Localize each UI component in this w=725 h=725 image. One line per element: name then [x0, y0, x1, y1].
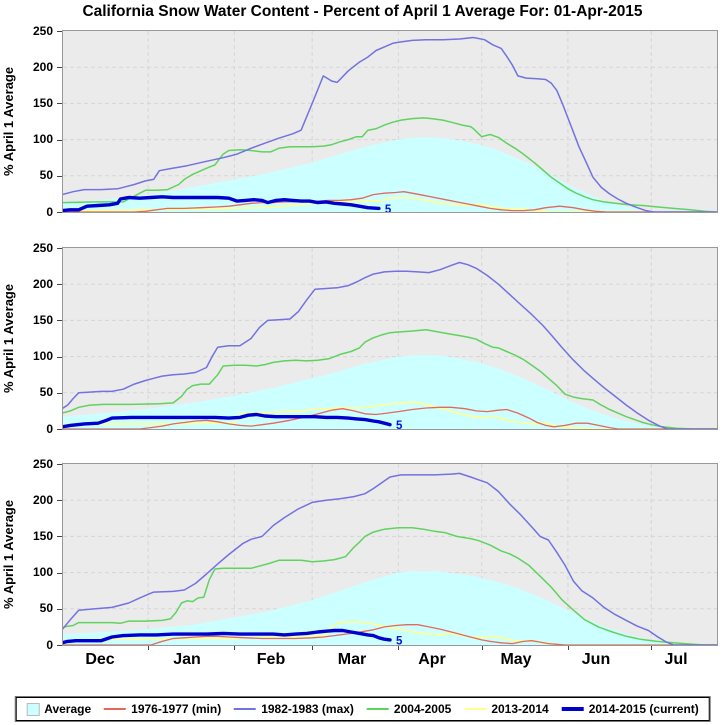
y-tick-mark — [57, 573, 62, 574]
x-label-jan: Jan — [173, 651, 201, 668]
y-tick-label: 100 — [32, 565, 53, 580]
legend-item-2014-2015-current — [562, 702, 699, 716]
south-plot — [62, 463, 718, 646]
y-tick-mark — [57, 248, 62, 249]
y-tick-label: 0 — [46, 421, 53, 436]
panel-north — [0, 23, 725, 219]
x-tick-mark — [148, 646, 149, 650]
y-tick-label: 0 — [46, 204, 53, 219]
min-line-swatch — [104, 708, 126, 710]
x-tick-mark — [568, 646, 569, 650]
y-axis-title: % April 1 Average — [1, 283, 16, 394]
y-tick-mark — [57, 140, 62, 141]
y-tick-label: 200 — [32, 59, 53, 74]
y-tick-mark — [57, 357, 62, 358]
y-tick-mark — [57, 609, 62, 610]
legend-label-average: Average — [44, 702, 92, 716]
y-tick-label: 150 — [32, 95, 53, 110]
y-tick-mark — [57, 284, 62, 285]
y-tick-label: 50 — [39, 601, 53, 616]
panel-central — [0, 240, 725, 436]
central-plot — [62, 247, 718, 430]
x-tick-mark — [312, 646, 313, 650]
current-value-label: 5 — [384, 203, 392, 213]
y-tick-label: 0 — [46, 637, 53, 652]
y-axis-title: % April 1 Average — [1, 499, 16, 610]
y-tick-label: 100 — [32, 132, 53, 147]
legend-item-1976-1977-min — [104, 702, 221, 716]
x-label-jul: Jul — [664, 651, 688, 668]
legend-item-2004-2005 — [367, 702, 451, 716]
y2013-line-swatch — [464, 708, 486, 710]
north-plot — [62, 30, 718, 213]
legend — [15, 697, 710, 721]
x-label-mar: Mar — [337, 651, 367, 668]
legend-label-current: 2014-2015 (current) — [588, 702, 699, 716]
legend-label-min: 1976-1977 (min) — [131, 702, 222, 716]
x-tick-mark — [651, 646, 652, 650]
x-axis — [0, 646, 725, 678]
x-label-may: May — [500, 651, 532, 668]
y-tick-label: 200 — [32, 492, 53, 507]
y-tick-label: 250 — [32, 456, 53, 471]
current-value-label: 5 — [396, 420, 403, 430]
y-tick-label: 100 — [32, 349, 53, 364]
y-tick-mark — [57, 429, 62, 430]
y-tick-label: 150 — [32, 312, 53, 327]
x-label-feb: Feb — [256, 651, 286, 668]
y-tick-mark — [57, 500, 62, 501]
y-tick-mark — [57, 393, 62, 394]
legend-label-2004-2005: 2004-2005 — [393, 702, 452, 716]
y-tick-mark — [57, 31, 62, 32]
legend-item-2013-2014 — [464, 702, 548, 716]
y-tick-label: 150 — [32, 528, 53, 543]
y-tick-label: 50 — [39, 168, 53, 183]
y-tick-label: 200 — [32, 276, 53, 291]
panel-south — [0, 456, 725, 652]
y-tick-label: 250 — [32, 23, 53, 38]
y-tick-mark — [57, 320, 62, 321]
y-tick-label: 250 — [32, 240, 53, 255]
y-tick-label: 50 — [39, 385, 53, 400]
legend-item-average — [26, 702, 91, 716]
current-line-swatch — [562, 707, 584, 711]
x-label-jun: Jun — [581, 651, 611, 668]
y-tick-mark — [57, 536, 62, 537]
current-value-label: 5 — [396, 635, 403, 646]
y-tick-mark — [57, 212, 62, 213]
legend-label-max: 1982-1983 (max) — [261, 702, 354, 716]
x-tick-mark — [234, 646, 235, 650]
y2004-line-swatch — [367, 708, 389, 710]
y-tick-mark — [57, 103, 62, 104]
x-tick-mark — [482, 646, 483, 650]
x-label-dec: Dec — [85, 651, 115, 668]
y-tick-mark — [57, 464, 62, 465]
y-tick-mark — [57, 176, 62, 177]
y-axis-title: % April 1 Average — [1, 66, 16, 177]
legend-label-2013-2014: 2013-2014 — [491, 702, 549, 716]
x-label-apr: Apr — [418, 651, 446, 668]
average-swatch — [26, 703, 39, 716]
max-line-swatch — [234, 708, 256, 710]
chart-title: California Snow Water Content - Percent of April 1 Average For: 01-Apr-2015 — [82, 3, 643, 20]
x-tick-mark — [398, 646, 399, 650]
y-tick-mark — [57, 67, 62, 68]
legend-item-1982-1983-max — [234, 702, 354, 716]
